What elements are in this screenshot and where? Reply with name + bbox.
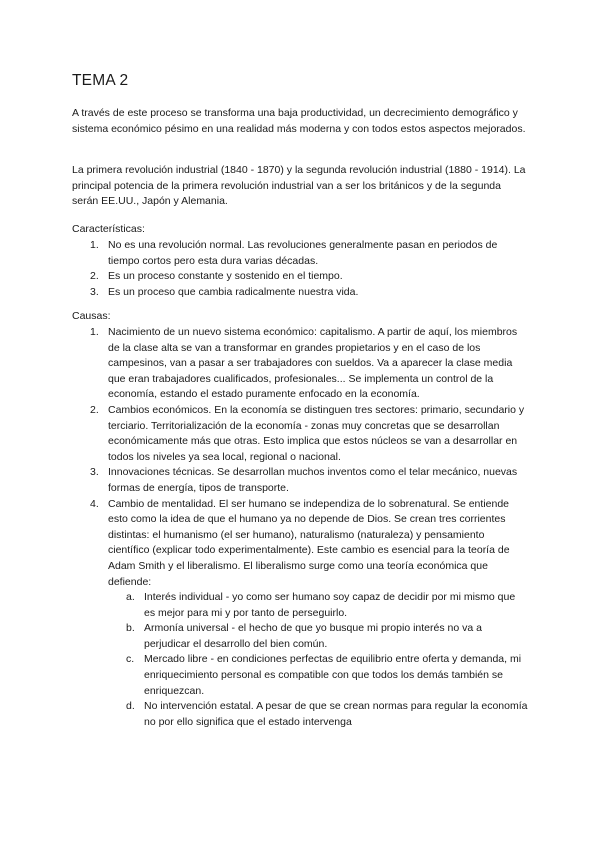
list-item-number: 2.	[90, 403, 99, 416]
sub-list-item-text: Armonía universal - el hecho de que yo busque mi propio interés no va a perjudicar el desarrollo del bien común.	[144, 622, 482, 650]
page-title: TEMA 2	[72, 72, 129, 89]
characteristics-list	[72, 238, 528, 300]
list-item-text: Nacimiento de un nuevo sistema económico: capitalismo. A partir de aquí, los miembros de la clase alta se van a transformar en grandes propietarios y en el caso de los campesinos, van a pasar a ser trabajadores con sueldos. Va a aparecer la clase media que eran trabajadores cualificados, profesionales... Se implementa un control de la economía, estando el estado puramente enfocado en la economía.	[108, 326, 518, 401]
list-item-text: Es un proceso que cambia radicalmente nuestra vida.	[108, 285, 359, 298]
sub-list-item-letter: b.	[126, 622, 135, 635]
sub-list-item	[108, 621, 528, 652]
causes-list	[72, 325, 528, 730]
sub-list-item-letter: c.	[126, 653, 135, 666]
list-item-text: No es una revolución normal. Las revoluciones generalmente pasan en periodos de tiempo cortos pero esta dura varias décadas.	[108, 239, 498, 267]
sub-list-item-text: No intervención estatal. A pesar de que se crean normas para regular la economía no por ello significa que el estado intervenga	[144, 700, 528, 728]
intro-paragraph: A través de este proceso se transforma una baja productividad, un decrecimiento demográfico y sistema económico pésimo en una realidad más moderna y con todos estos aspectos mejorados.	[72, 107, 526, 135]
sub-list-item	[108, 590, 528, 621]
list-item	[72, 465, 528, 496]
list-item	[72, 269, 528, 285]
list-item-text: Cambios económicos. En la economía se distinguen tres sectores: primario, secundario y terciario. Territorialización de la economía - zonas muy concretas que se desarrollan económicamente más que otras. Esto implica que estos núcleos se van a desarrollar en todos los niveles ya sea local, regional o nacional.	[108, 403, 525, 463]
characteristics-heading: Características:	[72, 223, 145, 235]
list-item-number: 2.	[90, 270, 99, 283]
list-item-number: 1.	[90, 239, 99, 251]
liberalism-sublist	[108, 590, 528, 730]
list-item-text: Innovaciones técnicas. Se desarrollan muchos inventos como el telar mecánico, nuevas formas de energía, tipos de transporte.	[108, 466, 518, 494]
sub-list-item-letter: a.	[126, 591, 135, 604]
causes-heading: Causas:	[72, 310, 111, 322]
list-item-text: Cambio de mentalidad. El ser humano se independiza de lo sobrenatural. Se entiende esto como la idea de que el humano ya no depende de Dios. Se crean tres corrientes distintas: el humanismo (el ser humano), naturalismo (naturaleza) y pensamiento científico (explicar todo experimentalmente). Este cambio es esencial para la teoría de Adam Smith y el liberalismo. El liberalismo surge como una teoría económica que defiende:	[108, 497, 510, 588]
sub-list-item	[108, 652, 528, 699]
list-item	[72, 325, 528, 403]
sub-list-item-text: Mercado libre - en condiciones perfectas de equilibrio entre oferta y demanda, mi enriquecimiento personal es compatible con que todos los demás también se enriquezcan.	[144, 653, 522, 697]
list-item	[72, 285, 528, 301]
list-item	[72, 497, 528, 731]
list-item-number: 3.	[90, 285, 99, 298]
list-item	[72, 403, 528, 465]
sub-list-item-letter: d.	[126, 700, 135, 713]
list-item-number: 1.	[90, 326, 99, 338]
revolutions-paragraph: La primera revolución industrial (1840 - 1870) y la segunda revolución industrial (1880 - 1914). La principal potencia de la primera revolución industrial van a ser los británicos y de la segunda serán EE.UU., Japón y Alemania.	[72, 164, 526, 208]
list-item-number: 3.	[90, 466, 99, 479]
list-item-number: 4.	[90, 497, 99, 510]
list-item	[72, 238, 528, 269]
sub-list-item-text: Interés individual - yo como ser humano soy capaz de decidir por mi mismo que es mejor para mi y por tanto de perseguirlo.	[144, 591, 516, 619]
sub-list-item	[108, 699, 528, 730]
list-item-text: Es un proceso constante y sostenido en el tiempo.	[108, 270, 343, 283]
